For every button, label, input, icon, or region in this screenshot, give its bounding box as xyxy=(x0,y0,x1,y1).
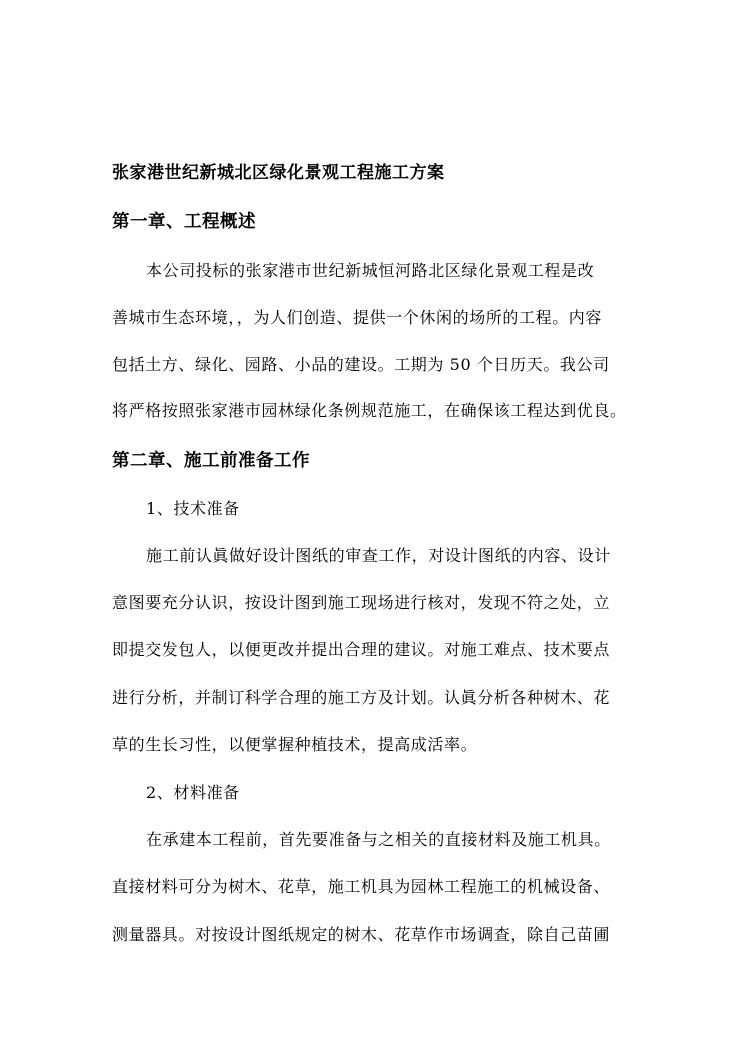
section1-paragraph-line-2: 意图要充分认识，按设计图到施工现场进行核对，发现不符之处，立 xyxy=(112,593,611,612)
section2-paragraph-line-3: 测量器具。对按设计图纸规定的树木、花草作市场调查，除自己苗圃 xyxy=(112,925,611,944)
chapter1-paragraph-line-2: 善城市生态环境，，为人们创造、提供一个休闲的场所的工程。内容 xyxy=(112,308,603,327)
section1-paragraph-line-3: 即提交发包人，以便更改并提出合理的建议。对施工难点、技术要点 xyxy=(112,640,611,659)
section1-paragraph-line-1: 施工前认眞做好设计图纸的审查工作，对设计图纸的内容、设计 xyxy=(146,546,611,565)
chapter1-paragraph-line-1: 本公司投标的张家港市世纪新城恒河路北区绿化景观工程是改 xyxy=(146,261,595,280)
section1-label: 1、技术准备 xyxy=(146,499,240,518)
section2-label: 2、材料准备 xyxy=(146,783,240,802)
chapter1-paragraph-line-4: 将严格按照张家港市园林绿化条例规范施工，在确保该工程达到优良。 xyxy=(112,401,627,420)
chapter2-heading: 第二章、施工前准备工作 xyxy=(112,451,310,471)
section2-paragraph-line-1: 在承建本工程前，首先要准备与之相关的直接材料及施工机具。 xyxy=(146,830,611,849)
document-title: 张家港世纪新城北区绿化景观工程施工方案 xyxy=(112,163,445,183)
chapter1-heading: 第一章、工程概述 xyxy=(112,212,256,232)
chapter1-paragraph-line-3: 包括土方、绿化、园路、小品的建设。工期为 50 个日历天。我公司 xyxy=(112,355,610,374)
section1-paragraph-line-4: 进行分析，并制订科学合理的施工方及计划。认眞分析各种树木、花 xyxy=(112,688,611,707)
section1-paragraph-line-5: 草的生长习性，以便掌握种植技术，提高成活率。 xyxy=(112,735,478,754)
section2-paragraph-line-2: 直接材料可分为树木、花草，施工机具为园林工程施工的机械设备、 xyxy=(112,877,611,896)
